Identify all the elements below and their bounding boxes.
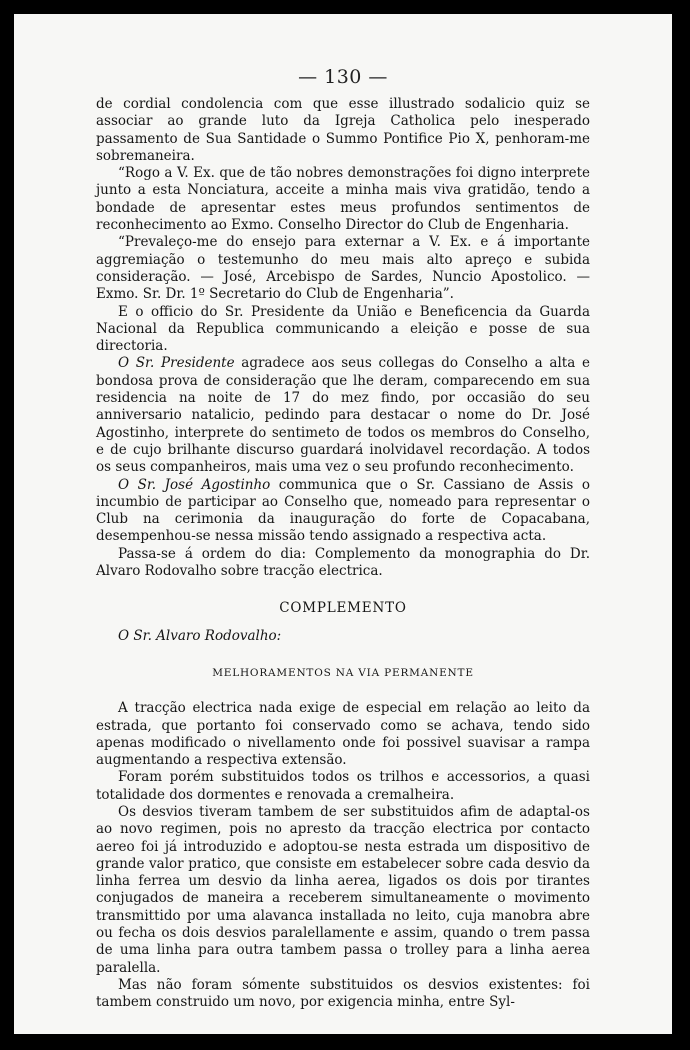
document-page <box>14 14 672 1034</box>
section-heading: COMPLEMENTO <box>279 600 407 617</box>
page-number: — 130 — <box>298 66 388 88</box>
paragraph-1: de cordial condolencia com que esse illustrado sodalicio quiz se associar ao grande luto da Igreja Catholica pelo inesperado passamento de Sua Santidade o Summo Pontifice Pio X, penhoram-me sobremaneira. <box>96 96 590 164</box>
speaker-agostinho: O Sr. José Agostinho <box>118 476 271 493</box>
presidente-text: agradece aos seus collegas do Conselho a alta e bondosa prova de consideração que lhe deram, comparecendo em sua residencia na noite de 17 do mez findo, por occasião do seu anniversario natalicio, pedindo para destacar o nome do Dr. José Agostinho, interprete do sentimeto de todos os membros do Conselho, e de cujo brilhante discurso guardará inolvidavel recordação. A todos os seus companheiros, mais uma vez o seu profundo reconhecimento. <box>96 355 590 476</box>
paragraph-presidente <box>96 355 590 476</box>
subsection-heading: MELHORAMENTOS NA VIA PERMANENTE <box>212 666 474 679</box>
paragraph-4: E o officio do Sr. Presidente da União e Beneficencia da Guarda Nacional da Republica communicando a eleição e posse de sua directoria. <box>96 303 590 355</box>
speaker-line: O Sr. Alvaro Rodovalho: <box>118 627 282 644</box>
body-paragraph-4: Mas não foram sómente substituidos os desvios existentes: foi tambem construido um novo, por exigencia minha, entre Syl- <box>96 976 590 1011</box>
paragraph-ordem: Passa-se á ordem do dia: Complemento da monographia do Dr. Alvaro Rodovalho sobre tracção electrica. <box>96 545 590 580</box>
body-paragraph-2: Foram porém substituidos todos os trilhos e accessorios, a quasi totalidade dos dormentes e renovada a cremalheira. <box>96 769 590 803</box>
paragraph-2: “Rogo a V. Ex. que de tão nobres demonstrações foi digno interprete junto a esta Nonciatura, acceite a minha mais viva gratidão, tendo a bondade de apresentar estes meus profundos sentimentos de reconhecimento ao Exmo. Conselho Director do Club de Engenharia. <box>96 165 590 234</box>
body-paragraph-1: A tracção electrica nada exige de especial em relação ao leito da estrada, que portanto foi conservado como se achava, tendo sido apenas modificado o nivellamento onde foi possivel suavisar a rampa augmentando a respectiva extensão. <box>96 700 590 769</box>
paragraph-agostinho <box>96 477 590 546</box>
text-column <box>96 96 590 1012</box>
speaker-presidente: O Sr. Presidente <box>118 355 235 372</box>
agostinho-text: communica que o Sr. Cassiano de Assis o incumbio de participar ao Conselho que, nomeado para representar o Club na cerimonia da inauguração do forte de Copacabana, desempenhou-se nessa missão tendo assignado a respectiva acta. <box>96 476 590 545</box>
paragraph-3: “Prevaleço-me do ensejo para externar a V. Ex. e á importante aggremiação o testemunho do meu mais alto apreço e subida consideração. — José, Arcebispo de Sardes, Nuncio Apostolico. — Exmo. Sr. Dr. 1º Secretario do Club de Engenharia”. <box>96 234 590 303</box>
body-paragraph-3: Os desvios tiveram tambem de ser substituidos afim de adaptal-os ao novo regimen, pois no apresto da tracção electrica por contacto aereo foi já introduzido e adoptou-se nesta estrada um dispositivo de grande valor pratico, que consiste em estabelecer sobre cada desvio da linha ferrea um desvio da linha aerea, ligados os dois por tirantes conjugados de maneira a receberem simultaneamente o movimento transmittido por uma alavanca installada no leito, cuja manobra abre ou fecha os dois desvios paralellamente e assim, quando o trem passa de uma linha para outra tambem passa o trolley para a linha aerea paralella. <box>96 803 590 976</box>
